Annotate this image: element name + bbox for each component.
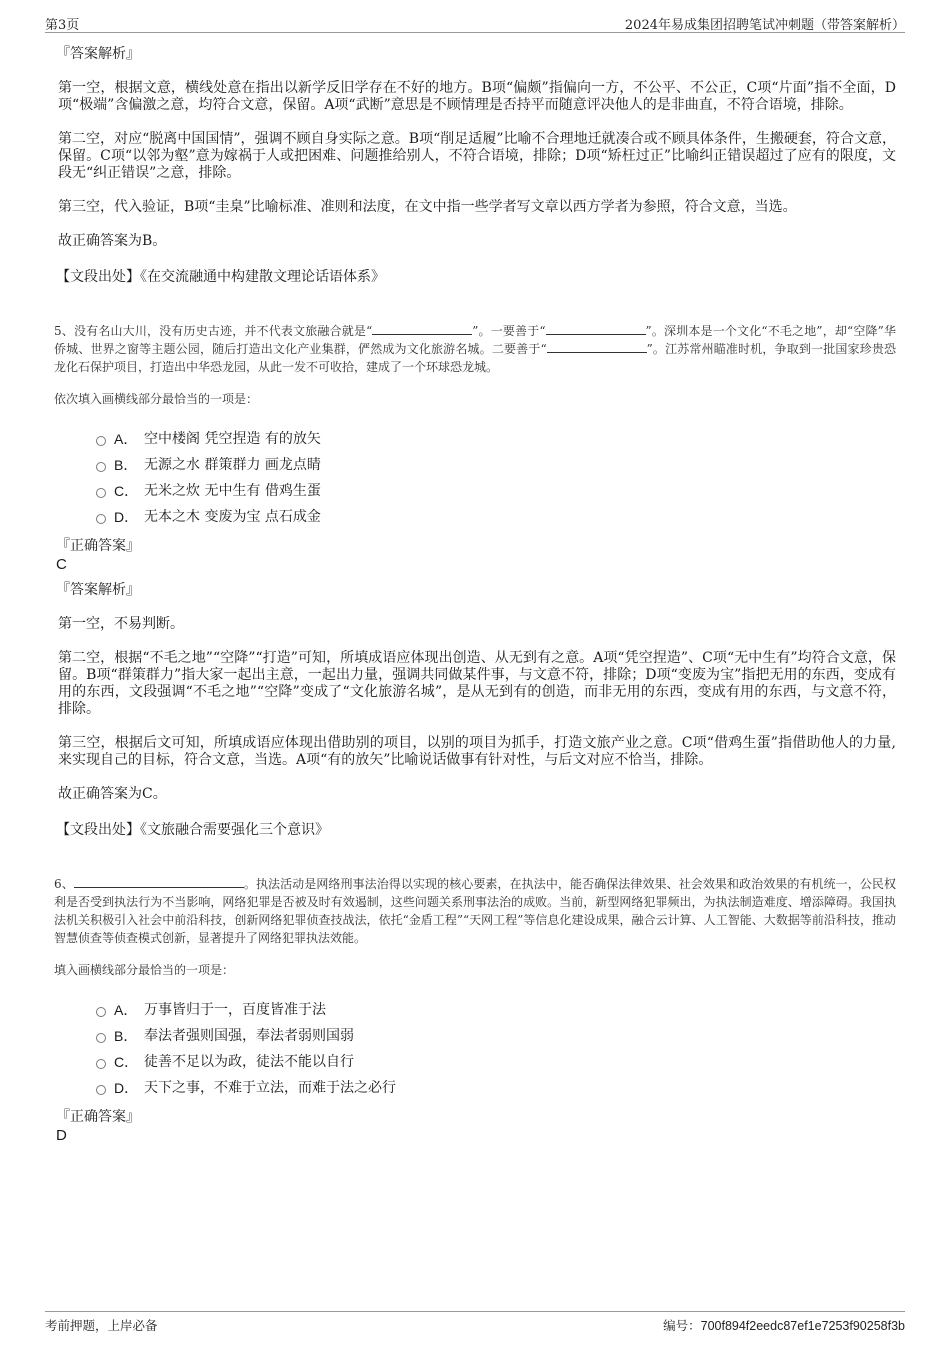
fill-blank xyxy=(547,340,647,353)
correct-answer-label: 『正确答案』 xyxy=(56,1109,140,1125)
analysis-paragraph: 故正确答案为C。 xyxy=(58,786,167,802)
document-title: 2024年易成集团招聘笔试冲刺题（带答案解析） xyxy=(624,18,905,33)
page-number: 第3页 xyxy=(45,18,80,33)
source-citation: 【文段出处】《文旅融合需要强化三个意识》 xyxy=(56,822,329,838)
radio-button[interactable] xyxy=(96,1007,106,1017)
correct-answer-label: 『正确答案』 xyxy=(56,538,140,554)
option-b[interactable]: B． 无源之水 群策群力 画龙点睛 xyxy=(96,452,896,478)
radio-button[interactable] xyxy=(96,462,106,472)
option-b[interactable]: B． 奉法者强则国强，奉法者弱则国弱 xyxy=(96,1023,896,1049)
page-header xyxy=(45,14,905,33)
option-d[interactable]: D． 无本之木 变废为宝 点石成金 xyxy=(96,504,896,530)
correct-answer: C xyxy=(56,556,67,573)
radio-button[interactable] xyxy=(96,514,106,524)
option-c[interactable]: C． 无米之炊 无中生有 借鸡生蛋 xyxy=(96,478,896,504)
analysis-label: 『答案解析』 xyxy=(56,582,140,598)
question-5-text: 5、没有名山大川，没有历史古迹，并不代表文旅融合就是“ ”。一要善于“ ”。深圳本是一个文化“不毛之地”，却“空降”华侨城、世界之窗等主题公园，随后打造出文化产业集群，俨然成为文化旅游名城。二要善于“ ”。江苏常州瞄准时机，争取到一批国家珍贵恐龙化石保护项目，打造出中华恐龙园，从此一发不可收拾，建成了一个环球恐龙城。 xyxy=(54,324,897,374)
option-d[interactable]: D． 天下之事，不难于立法，而难于法之必行 xyxy=(96,1075,896,1101)
analysis-paragraph: 第二空，对应“脱离中国国情”，强调不顾自身实际之意。B项“削足适履”比喻不合理地迁就凑合或不顾具体条件，生搬硬套，符合文意，保留。C项“以邻为壑”意为嫁祸于人或把困难、问题推给别人，不符合语境，排除；D项“矫枉过正”比喻纠正错误超过了应有的限度，文段无“纠正错误”之意，排除。 xyxy=(58,131,896,181)
radio-button[interactable] xyxy=(96,1059,106,1069)
option-a[interactable]: A． 万事皆归于一，百度皆准于法 xyxy=(96,997,896,1023)
document-body xyxy=(56,44,896,1151)
analysis-paragraph: 第一空，不易判断。 xyxy=(58,616,184,632)
source-citation: 【文段出处】《在交流融通中构建散文理论话语体系》 xyxy=(56,269,385,285)
document-id: 编号：700f894f2eedc87ef1e7253f90258f3b xyxy=(663,1319,905,1333)
radio-button[interactable] xyxy=(96,1085,106,1095)
option-a[interactable]: A． 空中楼阁 凭空捏造 有的放矢 xyxy=(96,426,896,452)
page-footer xyxy=(45,1311,905,1334)
fill-blank xyxy=(74,875,244,888)
analysis-label: 『答案解析』 xyxy=(56,46,140,62)
analysis-paragraph: 第一空，根据文意，横线处意在指出以新学反旧学存在不好的地方。B项“偏颇”指偏向一方，不公平、不公正，C项“片面”指不全面，D项“极端”含偏激之意，均符合文意，保留。A项“武断”意思是不顾情理是否持平而随意评决他人的是非曲直，不符合语境，排除。 xyxy=(58,80,896,113)
analysis-paragraph: 第二空，根据“不毛之地”“空降”“打造”可知，所填成语应体现出创造、从无到有之意。A项“凭空捏造”、C项“无中生有”均符合文意，保留。B项“群策群力”指大家一起出主意，一起出力量，强调共同做某件事，与文意不符，排除；D项“变废为宝”指把无用的东西，变成有用的东西，文段强调“不毛之地”“空降”变成了“文化旅游名城”，是从无到有的创造，而非无用的东西，变成有用的东西，与文意不符，排除。 xyxy=(58,650,896,717)
question-6-options xyxy=(96,997,896,1101)
fill-blank xyxy=(372,322,472,335)
radio-button[interactable] xyxy=(96,1033,106,1043)
analysis-paragraph: 故正确答案为B。 xyxy=(58,233,167,249)
question-6-text: 6、 。执法活动是网络刑事法治得以实现的核心要素，在执法中，能否确保法律效果、社会效果和政治效果的有机统一，公民权利是否受到执法行为不当影响，网络犯罪是否被及时有效遏制，这些问题关系刑事法治的成败。当前，新型网络犯罪频出，为执法制造难度、增添障碍。我国执法机关积极引入社会中前沿科技，创新网络犯罪侦查技战法，依托“金盾工程”“天网工程”等信息化建设成果，融合云计算、人工智能、大数据等前沿科技，推动智慧侦查等侦查模式创新，显著提升了网络犯罪执法效能。 xyxy=(54,877,896,945)
radio-button[interactable] xyxy=(96,488,106,498)
correct-answer: D xyxy=(56,1127,67,1144)
fill-blank xyxy=(546,322,646,335)
question-5-prompt: 依次填入画横线部分最恰当的一项是： xyxy=(54,392,259,406)
radio-button[interactable] xyxy=(96,436,106,446)
analysis-paragraph: 第三空，根据后文可知，所填成语应体现出借助别的项目，以别的项目为抓手，打造文旅产业之意。C项“借鸡生蛋”指借助他人的力量,来实现自己的目标，符合文意，当选。A项“有的放矢”比喻说话做事有针对性，与后文对应不恰当，排除。 xyxy=(58,735,896,768)
option-c[interactable]: C． 徒善不足以为政，徒法不能以自行 xyxy=(96,1049,896,1075)
footer-slogan: 考前押题，上岸必备 xyxy=(45,1318,158,1333)
analysis-paragraph: 第三空，代入验证，B项“圭臬”比喻标准、准则和法度，在文中指一些学者写文章以西方学者为参照，符合文意，当选。 xyxy=(58,199,797,215)
question-5-options xyxy=(96,426,896,530)
question-6-prompt: 填入画横线部分最恰当的一项是： xyxy=(54,963,235,977)
